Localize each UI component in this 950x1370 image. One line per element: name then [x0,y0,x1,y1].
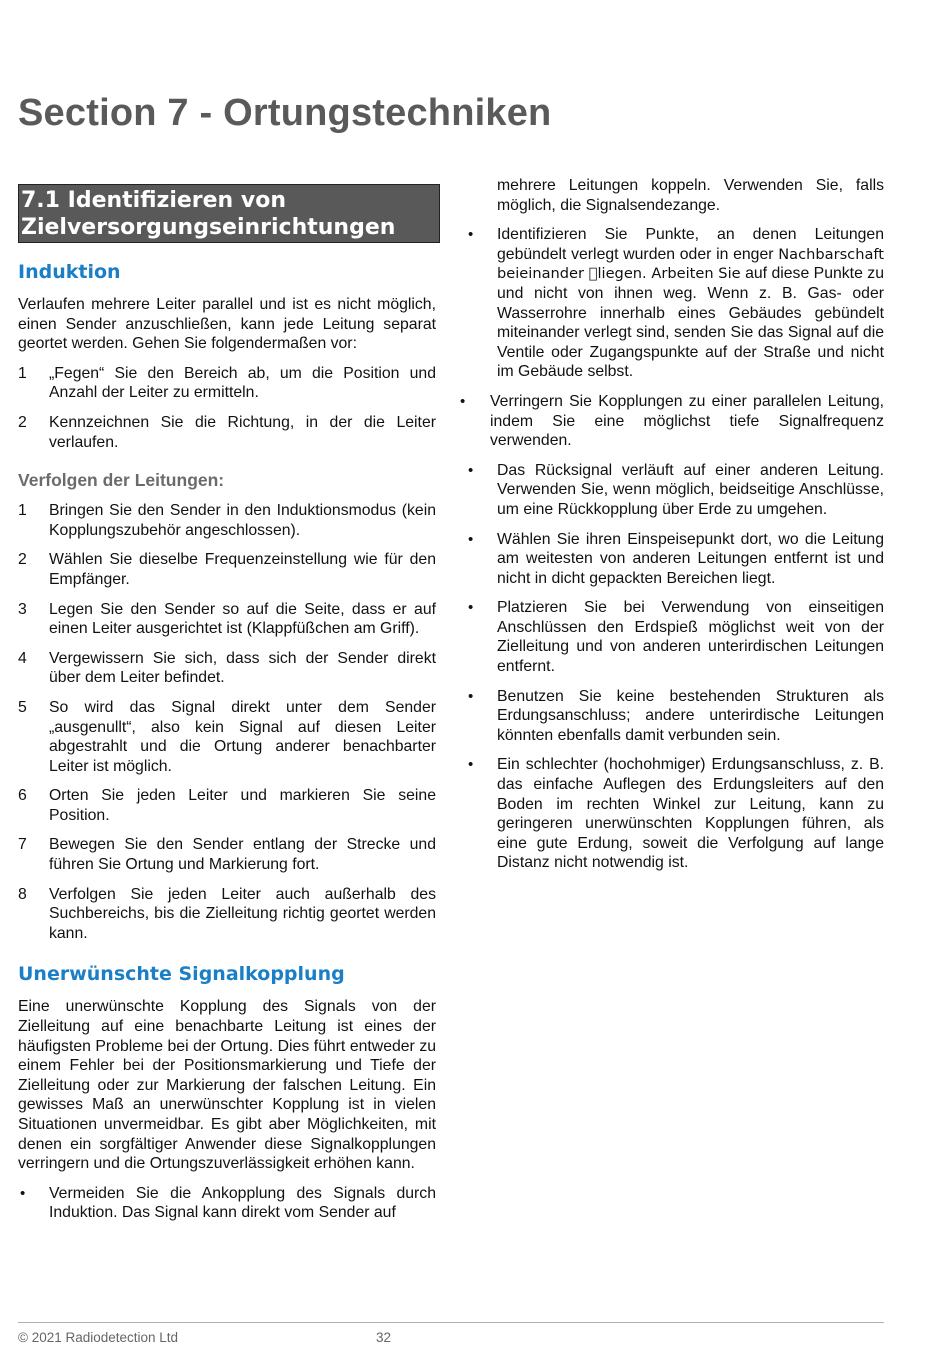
step-number: 1 [18,502,27,520]
list-item [18,413,436,452]
continued-text: mehrere Leitungen koppeln. Verwenden Sie, falls möglich, die Signalsendezange. [497,177,884,214]
step-text: Bringen Sie den Sender in den Induktionsmodus (kein Kopplungszubehör angeschlossen). [49,502,436,539]
list-item [18,550,436,589]
step-text: „Fegen“ Sie den Bereich ab, um die Position und Anzahl der Leiter zu ermitteln. [49,364,436,402]
kopplung-heading: Unerwünschte Signalkopplung [18,963,345,986]
step-number: 6 [18,787,27,805]
step-text: Orten Sie jeden Leiter und markieren Sie seine Position. [49,787,436,824]
list-item: • Benutzen Sie keine bestehenden Strukturen als Erdungsanschluss; andere unterirdische Leitungen könnten ebenfalls damit verbunden sein. [466,687,884,746]
list-item: • Ein schlechter (hochohmiger) Erdungsanschluss, z. B. das einfache Auflegen des Erdungsleiters auf den Boden im rechten Winkel zur Leitung, kann zu geringeren unerwünschten Kopplungen führen, als eine gute Erdung, soweit die Verfolgung auf lange Distanz nicht notwendig ist. [466,755,884,873]
step-text: Wählen Sie dieselbe Frequenzeinstellung wie für den Empfänger. [49,551,436,588]
left-column [18,184,436,1233]
list-item [18,600,436,639]
step-text: Vergewissern Sie sich, dass sich der Sender direkt über dem Leiter befindet. [49,649,436,687]
list-item: • Wählen Sie ihren Einspeisepunkt dort, wo die Leitung am weitesten von anderen Leitungen entfernt ist und nicht in dicht gepackten Bereichen liegt. [466,530,884,589]
section-title: Section 7 - Ortungstechniken [18,92,552,134]
step-text: Verfolgen Sie jeden Leiter auch außerhalb des Suchbereichs, bis die Zielleitung richtig geortet werden kann. [49,885,436,942]
list-item: • Vermeiden Sie die Ankopplung des Signals durch Induktion. Das Signal kann direkt vom Sender auf [18,1184,436,1223]
step-text: So wird das Signal direkt unter dem Sender „ausgenullt“, also kein Signal auf diesen Leiter abgestrahlt und die Ortung anderer benachbarter Leiter ist möglich. [49,698,436,775]
step-number: 3 [18,600,27,618]
step-number: 1 [18,364,27,382]
list-item [466,225,884,382]
list-item: • Das Rücksignal verläuft auf einer anderen Leitung. Verwenden Sie, wenn möglich, beidseitige Anschlüsse, um eine Rückkopplung über Erde zu umgehen. [466,461,884,520]
page-number: 32 [376,1330,392,1345]
bullet-text-part: Identifizieren Sie Punkte, an denen Leitungen gebündelt verlegt wurden oder in enger [497,226,884,263]
list-item [18,786,436,825]
induktion-heading: Induktion [18,261,121,283]
step-number: 2 [18,551,27,569]
list-item [18,835,436,874]
step-text: Kennzeichnen Sie die Richtung, in der die Leiter verlaufen. [49,413,436,451]
verfolgen-heading: Verfolgen der Leitungen: [18,470,225,491]
verfolgen-steps [18,501,436,943]
subsection-heading-box: 7.1 Identifizieren von Zielversorgungseinrichtungen [18,184,440,243]
list-item: • Verringern Sie Kopplungen zu einer parallelen Leitung, indem Sie eine möglichst tiefe Signalfrequenz verwenden. [466,392,884,451]
footer-divider [18,1322,884,1323]
step-number: 2 [18,413,27,431]
bullet-text-part: auf diese Punkte zu und nicht von ihnen weg. Wenn z. B. Gas- oder Wasserrohre innerhalb eines Gebäudes gebündelt miteinander verlegt sind, senden Sie das Signal auf die Ventile oder Zugangspunkte auf der Straße und nicht im Gebäude selbst. [497,265,884,381]
list-item [18,649,436,688]
list-item: • Platzieren Sie bei Verwendung von einseitigen Anschlüssen den Erdspieß möglichst weit von der Zielleitung und von anderen unterirdischen Leitungen entfernt. [466,598,884,676]
list-item [18,885,436,944]
right-column [466,176,884,883]
step-number: 5 [18,698,27,716]
step-number: 7 [18,836,27,854]
step-number: 8 [18,885,27,903]
kopplung-intro: Eine unerwünschte Kopplung des Signals von der Zielleitung auf eine benachbarte Leitung ist eines der häufigsten Probleme bei der Ortung. Dies führt entweder zu einem Fehler bei der Positionsmarkierung und Tiefe der Zielleitung oder zur Markierung der falschen Leitung. Ein gewisses Maß an unerwünschter Kopplung ist in vielen Situationen unvermeidbar. Es gibt aber Möglichkeiten, mit denen ein sorgfältiger Anwender diese Signalkopplungen verringern und die Ortungszuverlässigkeit erhöhen kann. [18,998,436,1173]
kopplung-bullets-right [466,225,884,873]
induktion-intro: Verlaufen mehrere Leiter parallel und ist es nicht möglich, einen Sender anzuschließen, kann jede Leitung separat geortet werden. Gehen Sie folgendermaßen vor: [18,296,436,353]
step-number: 4 [18,649,27,667]
step-text: Legen Sie den Sender so auf die Seite, dass er auf einen Leiter ausgerichtet ist (Klappfüßchen am Griff). [49,600,436,638]
step-text: Bewegen Sie den Sender entlang der Strecke und führen Sie Ortung und Markierung fort. [49,836,436,874]
list-item [18,698,436,776]
bullet-text-part: Nachbarschaft beieinander liegen. Arbeiten Sie [497,245,884,283]
induktion-steps [18,364,436,452]
list-item [18,501,436,540]
kopplung-bullets-left [18,1184,436,1223]
footer-copyright: © 2021 Radiodetection Ltd [18,1330,179,1345]
list-item [18,364,436,403]
